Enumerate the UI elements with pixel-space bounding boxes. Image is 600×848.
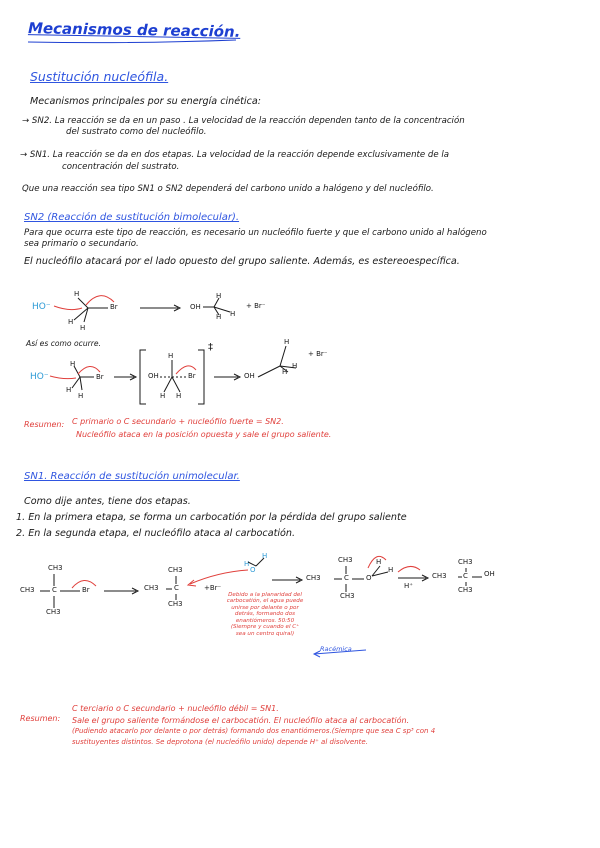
sn1-resumen-label: Resumen: (20, 714, 61, 723)
carbocation-ch3-top: CH3 (168, 566, 183, 574)
transition-state-dagger: ‡ (208, 342, 213, 353)
atom-h: H (68, 318, 74, 326)
oxonium-h: H (388, 566, 394, 574)
sn1-resumen-line1: C terciario o C secundario + nucleófilo débil = SN1. (72, 704, 279, 713)
bromide-ion: +Br⁻ (204, 584, 222, 592)
sn2-resumen-line1: C primario o C secundario + nucleófilo fuerte = SN2. (72, 417, 284, 426)
sn1-heading: SN1. Reacción de sustitución unimolecular. (24, 471, 240, 482)
atom-h: H (292, 362, 298, 370)
leaving-group-br: Br (110, 303, 118, 311)
transition-state-oh: OH (148, 372, 159, 380)
carbocation-ch3-left: CH3 (144, 584, 159, 592)
oxonium-oxygen: O (366, 574, 372, 582)
sn1-intro: Como dije antes, tiene dos etapas. (24, 496, 191, 507)
bromide-ion: + Br⁻ (308, 350, 328, 358)
atom-h: H (70, 360, 76, 368)
section-heading-sustitucion: Sustitución nucleófila. (30, 69, 169, 84)
carbocation-carbon: C (174, 584, 179, 592)
water-oxygen: O (250, 566, 256, 574)
sn2-resumen-label: Resumen: (24, 420, 65, 429)
substrate-ch3-bottom: CH3 (46, 608, 61, 616)
leaving-group-br: Br (82, 586, 90, 594)
leaving-group-br: Br (96, 373, 104, 381)
page-title: Mecanismos de reacción. (27, 19, 241, 41)
sn2-paragraph2: El nucleófilo atacará por el lado opuesto del grupo saliente. Además, es estereoespecífica. (24, 256, 460, 267)
oxonium-ch3-top: CH3 (338, 556, 353, 564)
sn2-definition-line2: del sustrato como del nucleófilo. (66, 127, 207, 137)
hydroxide-nucleophile: HO⁻ (32, 302, 51, 312)
sn2-heading: SN2 (Reacción de sustitución bimolecular). (24, 212, 240, 223)
sn1-step1: 1. En la primera etapa, se forma un carbocatión por la pérdida del grupo saliente (16, 512, 407, 523)
bromide-ion: + Br⁻ (246, 302, 266, 310)
sn1-resumen-line2: Sale el grupo saliente formándose el carbocatión. El nucleófilo ataca al carbocatión. (72, 716, 410, 725)
hydroxide-nucleophile: HO⁻ (30, 372, 49, 382)
atom-h: H (74, 290, 80, 298)
product-ch3-top: CH3 (458, 558, 473, 566)
atom-h: H (282, 368, 288, 376)
atom-h: H (216, 292, 222, 300)
substrate-ch3-top: CH3 (48, 564, 63, 572)
product-oh: OH (190, 303, 201, 311)
product-oh: OH (244, 372, 255, 380)
depends-statement: Que una reacción sea tipo SN1 o SN2 dependerá del carbono unido a halógeno y del nucleófilo. (22, 184, 434, 194)
atom-h: H (80, 324, 86, 332)
atom-h: H (168, 352, 174, 360)
sn2-resumen-line2: Nucleófilo ataca en la posición opuesta y sale el grupo saliente. (76, 430, 332, 439)
product-oh: OH (484, 570, 495, 578)
transition-state-br: Br (188, 372, 196, 380)
mecanismos-intro: Mecanismos principales por su energía cinética: (30, 96, 261, 107)
substrate-carbon: C (52, 586, 57, 594)
asi-ocurre-caption: Así es como ocurre. (26, 339, 101, 348)
atom-h: H (160, 392, 166, 400)
oxonium-ch3-bottom: CH3 (340, 592, 355, 600)
sn1-step2: 2. En la segunda etapa, el nucleófilo ataca al carbocatión. (16, 528, 295, 539)
sn1-definition-line1: → SN1. La reacción se da en dos etapas. La velocidad de la reacción depende exclusivamente de la (20, 150, 450, 160)
sn1-definition-line2: concentración del sustrato. (62, 162, 180, 172)
product-ch3-bottom: CH3 (458, 586, 473, 594)
atom-h: H (176, 392, 182, 400)
racemic-label: Racémica (320, 645, 352, 653)
atom-h: H (284, 338, 290, 346)
atom-h: H (66, 386, 72, 394)
oxonium-ch3-left: CH3 (306, 574, 321, 582)
sn1-resumen-line4: sustituyentes distintos. Se deprotona (el nucleófilo unido) depende H⁺ al disolvente. (72, 738, 368, 746)
atom-h: H (78, 392, 84, 400)
product-carbon: C (463, 572, 468, 580)
substrate-ch3-left: CH3 (20, 586, 35, 594)
oxonium-h: H (376, 558, 382, 566)
water-h: H (244, 560, 250, 568)
sn1-resumen-line3: (Pudiendo atacarlo por delante o por detrás) formando dos enantiómeros.(Siempre que sea C sp³ con 4 (72, 727, 436, 735)
product-ch3-left: CH3 (432, 572, 447, 580)
sn2-paragraph-line1: Para que ocurra este tipo de reacción, es necesario un nucleófilo fuerte y que el carbono unido al halógeno (24, 228, 487, 238)
carbocation-ch3-bottom: CH3 (168, 600, 183, 608)
atom-h: H (230, 310, 236, 318)
planarity-note: Debido a la planaridad del carbocatión, el agua puede unirse por delante o por detrás, formando dos enantiómeros. 50:50 (Siempre y cuando el C⁺ sea un centro quiral) (226, 592, 304, 637)
oxonium-carbon: C (344, 574, 349, 582)
water-h: H (262, 552, 268, 560)
sn2-definition-line1: → SN2. La reacción se da en un paso . La velocidad de la reacción dependen tanto de la concentración (22, 116, 465, 126)
sn2-paragraph-line2: sea primario o secundario. (24, 239, 139, 249)
proton-hplus: H⁺ (404, 582, 413, 590)
atom-h: H (216, 313, 222, 321)
